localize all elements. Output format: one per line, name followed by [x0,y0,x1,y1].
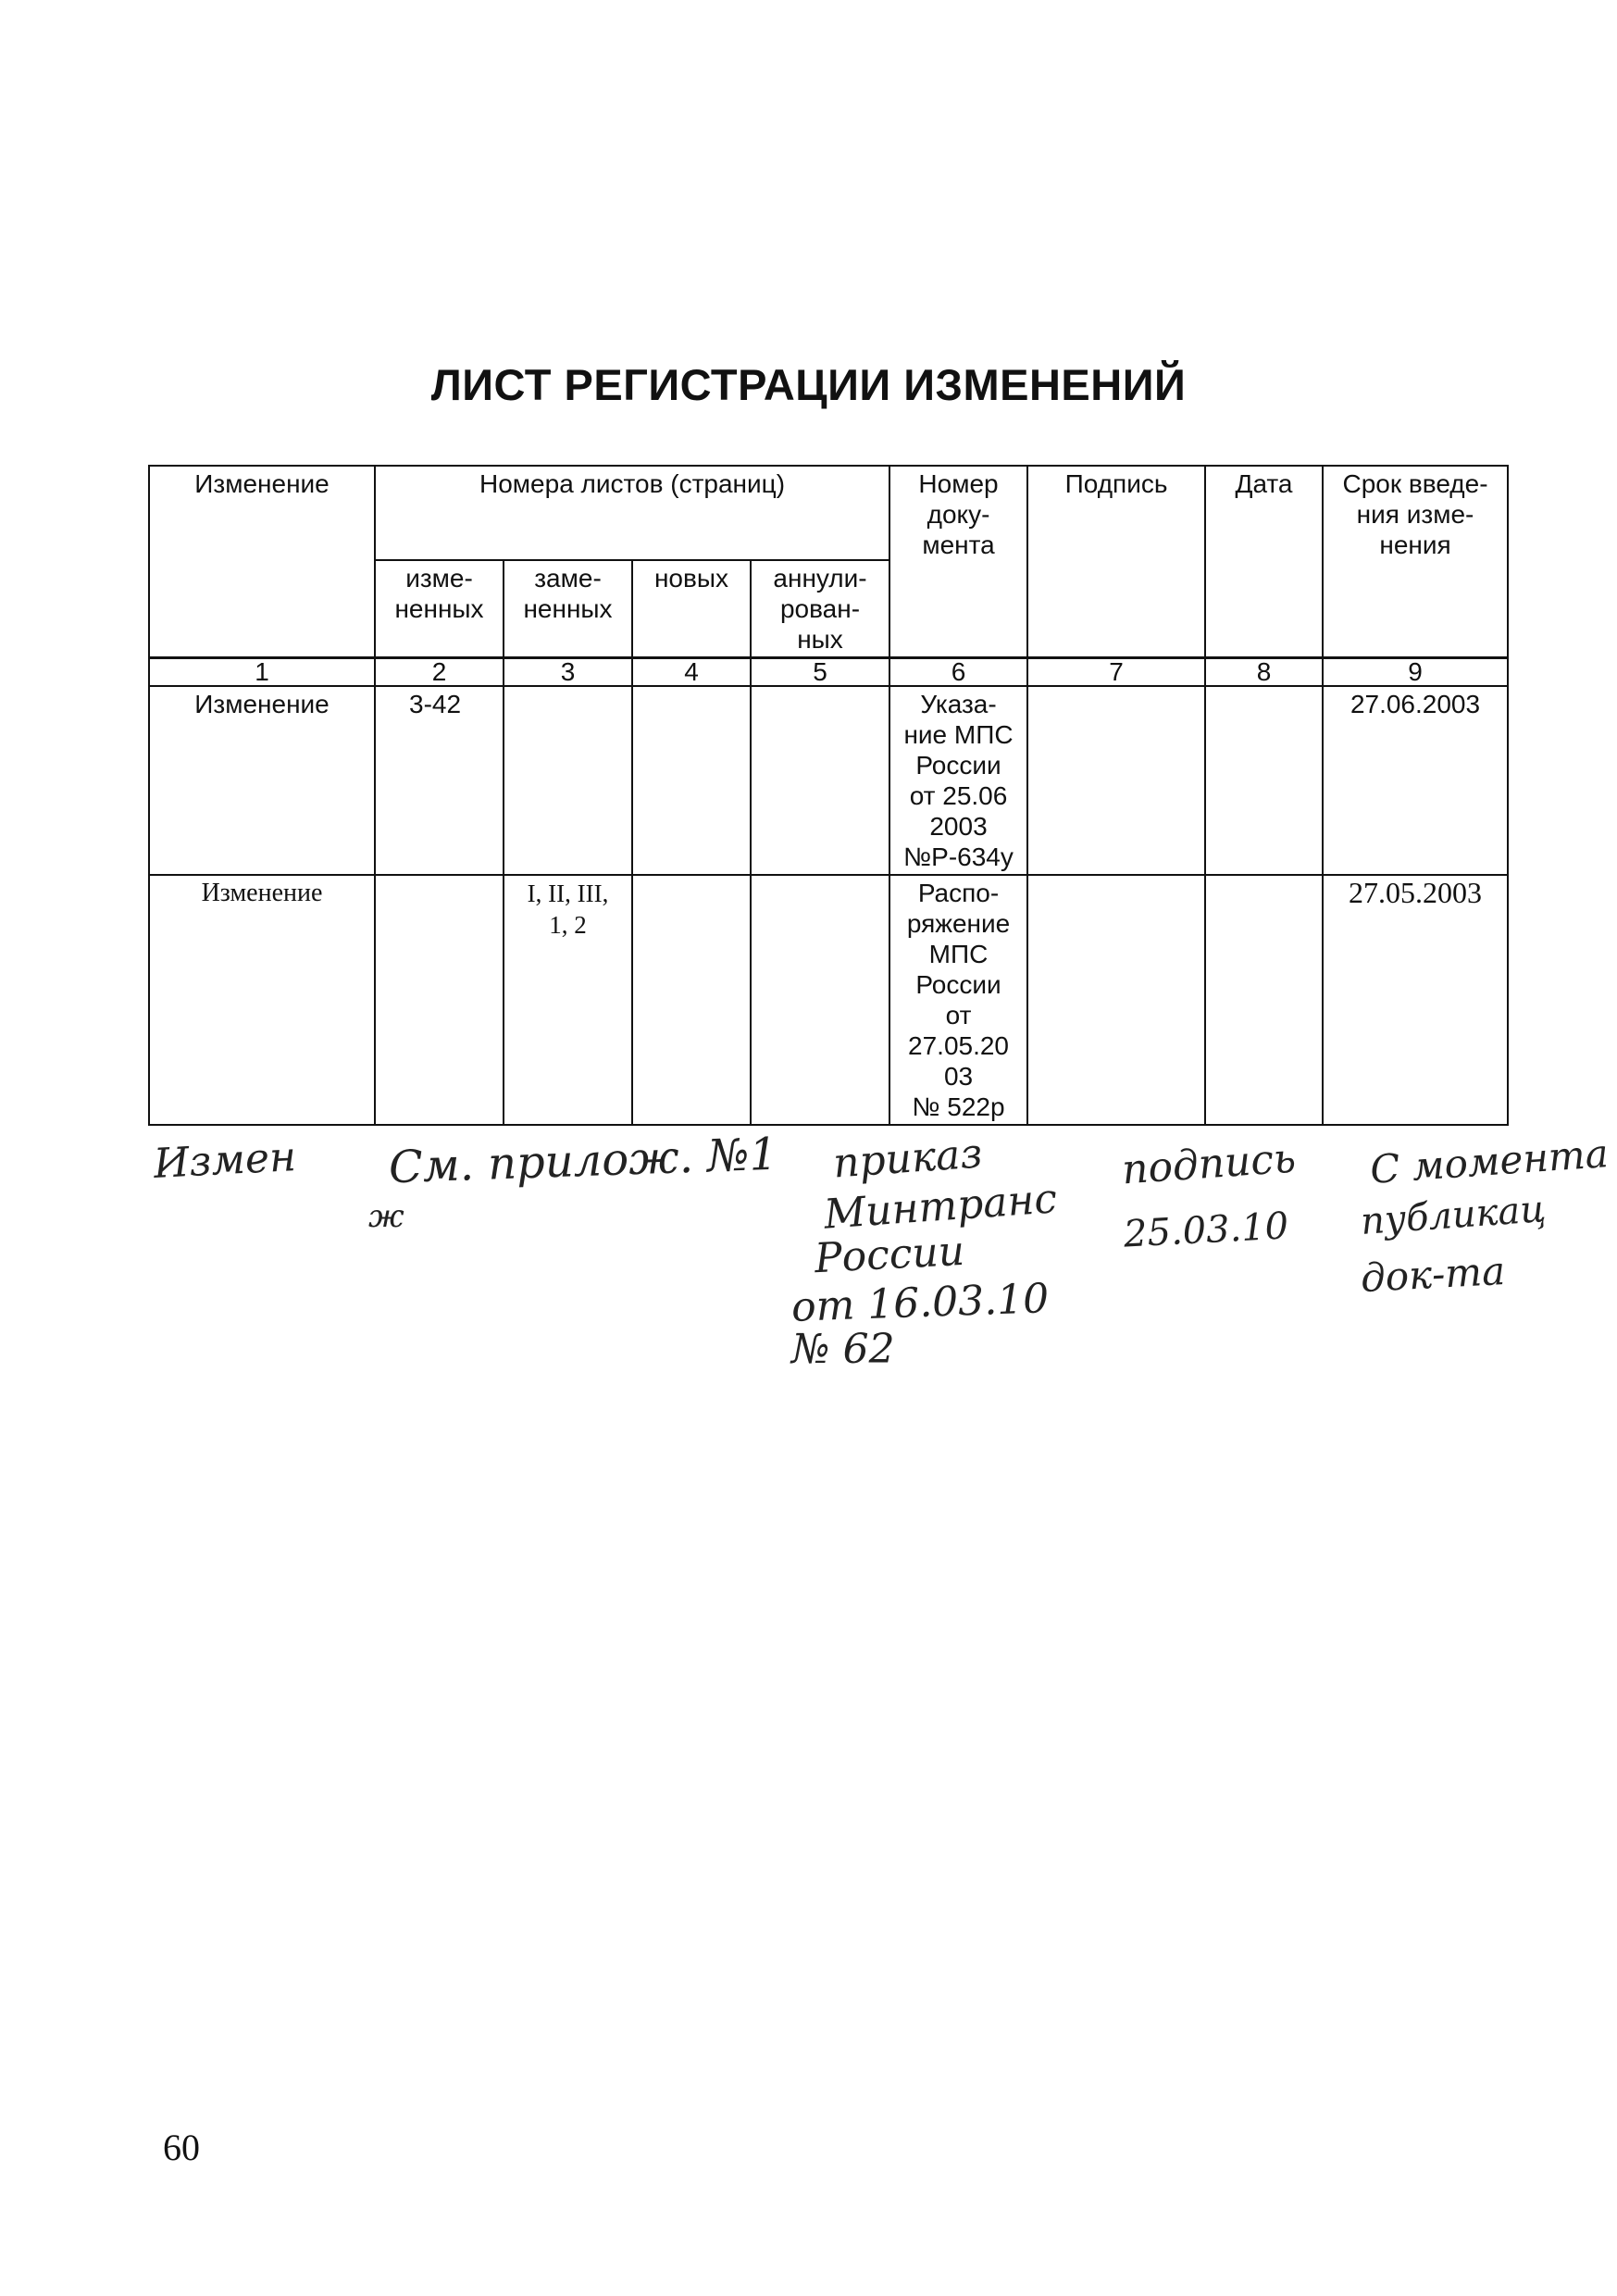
handwritten-deadline-line1: С момента [1368,1130,1611,1192]
header-deadline: Срок введе- ния изме- нения [1323,466,1508,658]
cell-new [632,875,751,1125]
handwritten-doc-line1: приказ [831,1129,984,1188]
column-number: 7 [1027,658,1205,687]
handwritten-mark: ж [368,1198,404,1235]
cell-annulled [751,875,889,1125]
header-date: Дата [1205,466,1323,658]
page-title: ЛИСТ РЕГИСТРАЦИИ ИЗМЕНЕНИЙ [430,360,1187,409]
header-changed: изме- ненных [375,560,504,658]
cell-deadline: 27.06.2003 [1323,686,1508,875]
header-new: новых [632,560,751,658]
cell-changed: 3-42 [375,686,504,875]
cell-deadline: 27.05.2003 [1323,875,1508,1125]
cell-replaced: I, II, III, 1, 2 [504,875,632,1125]
handwritten-deadline-line2: публикац [1359,1188,1548,1243]
handwritten-doc-line4: от 16.03.10 [790,1275,1050,1331]
column-number: 9 [1323,658,1508,687]
table-row [149,686,1508,875]
header-signature: Подпись [1027,466,1205,658]
handwritten-deadline-line3: док-та [1359,1247,1507,1302]
cell-change: Изменение [149,875,375,1125]
cell-signature [1027,686,1205,875]
handwritten-change: Измен [152,1133,298,1188]
header-doc-number: Номер доку- мента [889,466,1027,658]
handwritten-signature: подпись [1120,1134,1298,1194]
cell-new [632,686,751,875]
cell-changed [375,875,504,1125]
column-number: 6 [889,658,1027,687]
cell-change: Изменение [149,686,375,875]
cell-doc-number: Указа- ние МПС России от 25.06 2003 №Р-634у [889,686,1027,875]
cell-replaced [504,686,632,875]
header-row-top [149,466,1508,560]
header-replaced: заме- ненных [504,560,632,658]
header-sheet-numbers: Номера листов (страниц) [375,466,889,560]
page-number: 60 [163,2127,200,2168]
cell-annulled [751,686,889,875]
column-number-row [149,658,1508,687]
handwritten-doc-line3: России [813,1227,966,1283]
handwritten-doc-line2: Минтранс [822,1175,1059,1239]
column-number: 8 [1205,658,1323,687]
handwritten-doc-line5: № 62 [791,1326,895,1373]
cell-doc-number: Распо- ряжение МПС России от 27.05.20 03 № 522р [889,875,1027,1125]
table-row [149,875,1508,1125]
column-number: 5 [751,658,889,687]
column-number: 4 [632,658,751,687]
handwritten-sheets: См. прилож. №1 [388,1128,778,1194]
cell-date [1205,686,1323,875]
handwritten-date: 25.03.10 [1122,1204,1290,1256]
cell-signature [1027,875,1205,1125]
column-number: 1 [149,658,375,687]
cell-date [1205,875,1323,1125]
header-change: Изменение [149,466,375,658]
header-annulled: аннули- рован- ных [751,560,889,658]
column-number: 2 [375,658,504,687]
change-registration-table [148,465,1509,1126]
column-number: 3 [504,658,632,687]
